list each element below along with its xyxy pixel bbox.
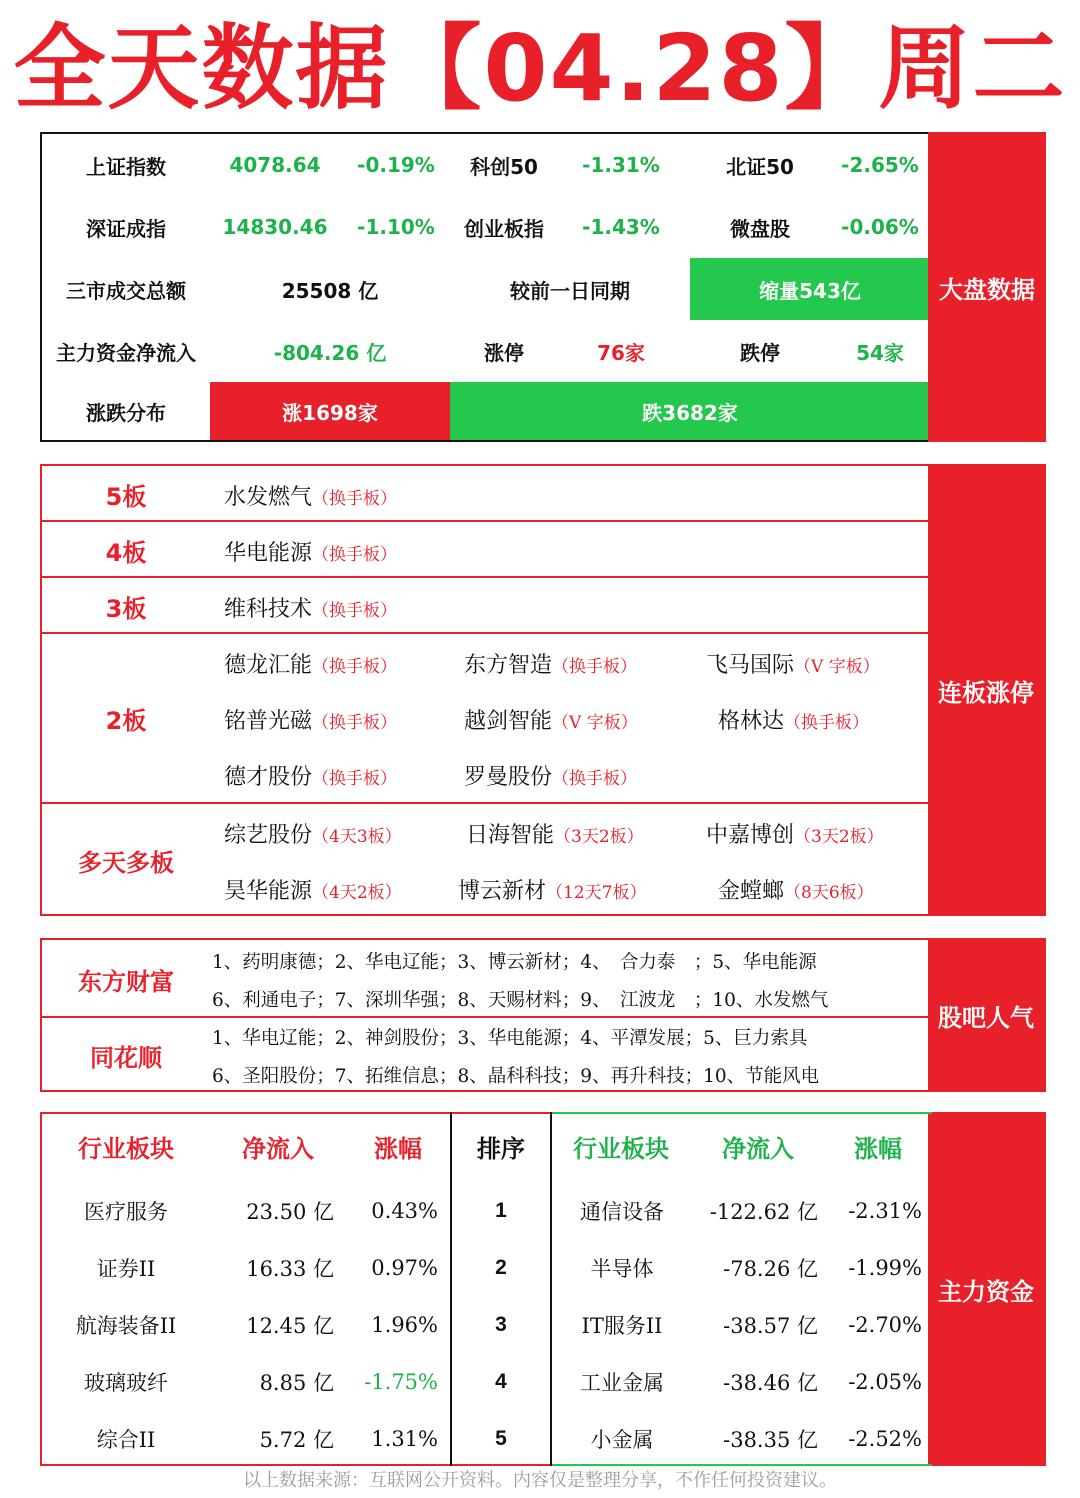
inflow-sector: 航海装备II [75, 1314, 177, 1338]
inflow-sector: 综合II [96, 1428, 156, 1452]
index-name: 科创50 [470, 154, 538, 179]
rank-number: 3 [495, 1313, 507, 1336]
net-inflow-value: -804.26 亿 [273, 340, 387, 365]
outflow-amount-header: 净流入 [722, 1134, 794, 1163]
platform-label: 东方财富 [78, 967, 174, 996]
stock-name: 金螳螂 [718, 879, 785, 904]
outflow-sector: 通信设备 [580, 1200, 664, 1224]
outflow-sector: IT服务II [581, 1314, 663, 1338]
outflow-amount: -38.46 亿 [723, 1371, 818, 1395]
limit-up-value: 76家 [597, 340, 645, 365]
distribution-label: 涨跌分布 [86, 400, 166, 425]
outflow-change: -2.52% [848, 1427, 922, 1451]
volume-change-badge: 缩量543亿 [690, 258, 930, 320]
stock-name: 博云新材 [458, 879, 547, 904]
stock-item [706, 818, 884, 849]
stock-name: 华电能源 [224, 541, 313, 566]
disclaimer: 以上数据来源：互联网公开资料。内容仅是整理分享，不作任何投资建议。 [243, 1470, 837, 1491]
board-type-tag: （换手板） [312, 657, 398, 677]
stock-name: 德龙汇能 [224, 653, 313, 678]
inflow-amount: 8.85 亿 [259, 1371, 334, 1395]
outflow-change-header: 涨幅 [854, 1134, 902, 1163]
rank-header: 排序 [477, 1134, 525, 1163]
stock-item [718, 704, 869, 735]
board-type-tag: （12天7板） [546, 883, 647, 903]
outflow-change: -2.70% [848, 1313, 922, 1337]
stock-name: 水发燃气 [224, 485, 313, 510]
stock-item [458, 874, 646, 905]
inflow-amount-header: 净流入 [242, 1134, 314, 1163]
stock-item [224, 818, 402, 849]
board-type-tag: （换手板） [312, 489, 398, 509]
inflow-change: 1.31% [371, 1427, 438, 1451]
limit-up-label: 涨停 [484, 340, 524, 365]
page-title: 全天数据【04.28】周二 [13, 15, 1067, 122]
stock-name: 罗曼股份 [464, 765, 553, 790]
outflow-amount: -38.57 亿 [723, 1314, 818, 1338]
inflow-change-header: 涨幅 [374, 1134, 422, 1163]
stock-name: 德才股份 [224, 765, 313, 790]
board-type-tag: （换手板） [312, 713, 398, 733]
rank-number: 2 [495, 1256, 507, 1279]
rank-number: 5 [495, 1427, 507, 1450]
outflow-amount: -38.35 亿 [723, 1428, 818, 1452]
index-change: -0.06% [841, 215, 919, 239]
board-type-tag: （换手板） [552, 657, 638, 677]
platform-label: 同花顺 [90, 1043, 162, 1072]
ranking-line: 6、利通电子；7、深圳华强；8、天赐材料；9、 江波龙 ；10、水发燃气 [212, 990, 829, 1011]
ranking-line: 1、药明康德；2、华电辽能；3、博云新材；4、 合力泰 ；5、华电能源 [212, 952, 817, 973]
turnover-label: 三市成交总额 [66, 278, 186, 303]
board-type-tag: （3天2板） [554, 827, 644, 847]
outflow-change: -2.05% [848, 1370, 922, 1394]
stock-name: 综艺股份 [224, 823, 313, 848]
board-level-label: 3板 [105, 594, 147, 623]
inflow-sector: 医疗服务 [84, 1200, 168, 1224]
outflow-amount: -78.26 亿 [723, 1257, 818, 1281]
index-change: -1.10% [357, 215, 435, 239]
outflow-sector: 工业金属 [580, 1371, 664, 1395]
inflow-amount: 23.50 亿 [246, 1200, 334, 1224]
board-type-tag: （换手板） [552, 769, 638, 789]
board-type-tag: （换手板） [312, 601, 398, 621]
limit-down-label: 跌停 [740, 340, 780, 365]
inflow-change: -1.75% [364, 1370, 438, 1394]
index-change: -1.31% [582, 153, 660, 177]
popularity-side-label: 股吧人气 [928, 940, 1044, 1090]
stock-item [464, 648, 637, 679]
stock-name: 飞马国际 [706, 653, 795, 678]
board-type-tag: （V 字板） [552, 713, 638, 733]
board-level-label: 5板 [105, 482, 147, 511]
funds-panel [40, 1112, 1046, 1466]
inflow-sector: 证券II [96, 1257, 156, 1281]
stock-item [224, 536, 397, 567]
limit-down-value: 54家 [856, 340, 904, 365]
ranking-line: 1、华电辽能；2、神剑股份；3、华电能源；4、平潭发展；5、巨力索具 [212, 1028, 808, 1049]
outflow-sector-header: 行业板块 [573, 1134, 669, 1163]
stock-name: 东方智造 [464, 653, 553, 678]
rank-number: 1 [495, 1199, 507, 1222]
market-panel [40, 132, 1046, 442]
boards-side-label: 连板涨停 [928, 466, 1044, 914]
stock-name: 维科技术 [224, 597, 313, 622]
inflow-amount: 5.72 亿 [259, 1428, 334, 1452]
board-type-tag: （4天2板） [312, 883, 402, 903]
decliners-bar: 跌3682家 [450, 382, 930, 440]
advancers-bar: 涨1698家 [210, 382, 450, 440]
funds-side-label: 主力资金 [928, 1114, 1044, 1464]
inflow-amount: 16.33 亿 [246, 1257, 334, 1281]
board-type-tag: （4天3板） [312, 827, 402, 847]
rank-number: 4 [495, 1370, 507, 1393]
inflow-change: 1.96% [371, 1313, 438, 1337]
board-type-tag: （换手板） [312, 769, 398, 789]
index-name: 创业板指 [464, 216, 544, 241]
turnover-value: 25508 亿 [281, 278, 379, 303]
board-type-tag: （换手板） [312, 545, 398, 565]
stock-name: 格林达 [718, 709, 785, 734]
outflow-sector: 小金属 [590, 1428, 654, 1452]
stock-name: 中嘉博创 [706, 823, 795, 848]
board-level-label: 4板 [105, 538, 147, 567]
stock-item [224, 480, 397, 511]
index-change: -1.43% [582, 215, 660, 239]
boards-panel [40, 464, 1046, 916]
index-name: 上证指数 [86, 154, 166, 179]
stock-item [466, 818, 644, 849]
compare-label: 较前一日同期 [510, 278, 630, 303]
inflow-amount: 12.45 亿 [246, 1314, 334, 1338]
board-level-label: 多天多板 [78, 848, 174, 877]
index-change: -0.19% [357, 153, 435, 177]
ranking-line: 6、圣阳股份；7、拓维信息；8、晶科科技；9、再升科技；10、节能风电 [212, 1066, 820, 1087]
board-type-tag: （3天2板） [794, 827, 884, 847]
net-inflow-label: 主力资金净流入 [56, 340, 196, 365]
board-type-tag: （换手板） [784, 713, 870, 733]
market-side-label: 大盘数据 [928, 132, 1046, 442]
stock-item [224, 704, 397, 735]
stock-item [464, 760, 637, 791]
board-level-label: 2板 [105, 706, 147, 735]
outflow-amount: -122.62 亿 [709, 1200, 818, 1224]
stock-item [706, 648, 880, 679]
stock-item [718, 874, 874, 905]
stock-name: 铭普光磁 [224, 709, 313, 734]
inflow-sector: 玻璃玻纤 [84, 1371, 168, 1395]
outflow-change: -1.99% [848, 1256, 922, 1280]
inflow-sector-header: 行业板块 [78, 1134, 174, 1163]
index-name: 北证50 [726, 154, 794, 179]
index-value: 14830.46 [222, 215, 328, 239]
popularity-panel [40, 938, 1046, 1092]
index-name: 深证成指 [86, 216, 166, 241]
inflow-change: 0.97% [371, 1256, 438, 1280]
stock-name: 日海智能 [466, 823, 555, 848]
stock-item [224, 874, 402, 905]
stock-name: 越剑智能 [464, 709, 553, 734]
stock-name: 昊华能源 [224, 879, 313, 904]
stock-item [224, 648, 397, 679]
stock-item [464, 704, 638, 735]
outflow-change: -2.31% [848, 1199, 922, 1223]
index-value: 4078.64 [229, 153, 321, 177]
stock-item [224, 760, 397, 791]
index-name: 微盘股 [730, 216, 790, 241]
stock-item [224, 592, 397, 623]
board-type-tag: （8天6板） [784, 883, 874, 903]
index-change: -2.65% [841, 153, 919, 177]
board-type-tag: （V 字板） [794, 657, 880, 677]
outflow-sector: 半导体 [590, 1257, 654, 1281]
inflow-change: 0.43% [371, 1199, 438, 1223]
